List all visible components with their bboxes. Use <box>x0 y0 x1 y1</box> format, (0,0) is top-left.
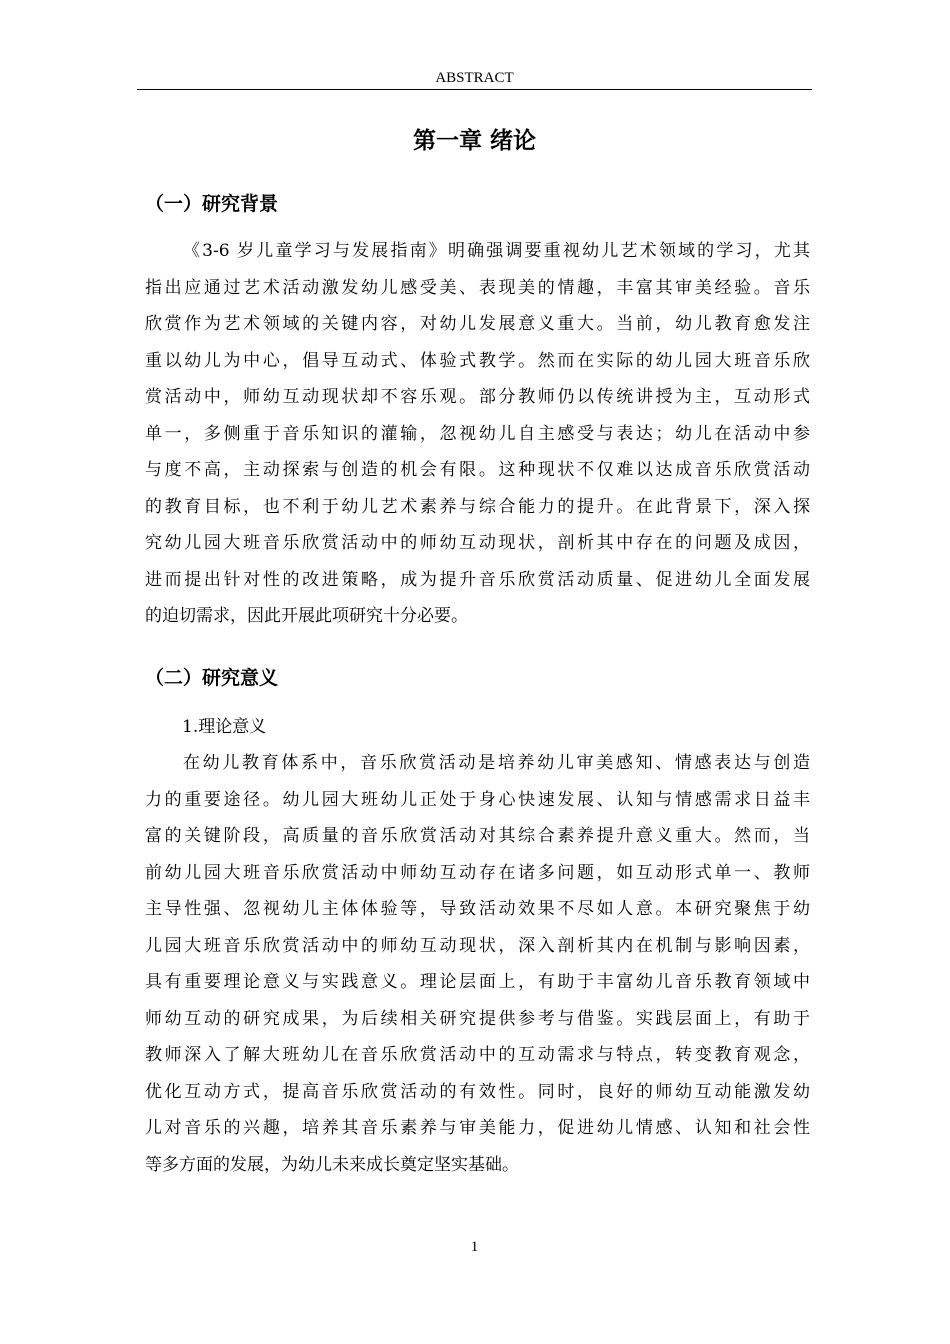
paragraph-line: 具有重要理论意义与实践意义。理论层面上，有助于丰富幼儿音乐教育领域中 <box>145 972 810 992</box>
paragraph-line: 重以幼儿为中心，倡导互动式、体验式教学。然而在实际的幼儿园大班音乐欣 <box>145 350 810 371</box>
running-header: ABSTRACT <box>435 70 514 86</box>
paragraph-significance <box>145 745 810 1183</box>
header-rule <box>137 89 812 90</box>
paragraph-line: 优化互动方式，提高音乐欣赏活动的有效性。同时，良好的师幼互动能激发幼 <box>145 1081 810 1102</box>
paragraph-line: 在幼儿教育体系中，音乐欣赏活动是培养幼儿审美感知、情感表达与创造 <box>183 753 810 773</box>
paragraph-line: 前幼儿园大班音乐欣赏活动中师幼互动存在诸多问题，如互动形式单一、教师 <box>145 862 810 883</box>
paragraph-line: 儿对音乐的兴趣，培养其音乐素养与审美能力，促进幼儿情感、认知和社会性 <box>145 1118 810 1138</box>
paragraph-line: 等多方面的发展，为幼儿未来成长奠定坚实基础。 <box>145 1154 519 1175</box>
paragraph-line: 指出应通过艺术活动激发幼儿感受美、表现美的情趣，丰富其审美经验。音乐 <box>145 277 810 298</box>
paragraph-line: 欣赏作为艺术领域的关键内容，对幼儿发展意义重大。当前，幼儿教育愈发注 <box>145 314 810 334</box>
paragraph-line: 赏活动中，师幼互动现状却不容乐观。部分教师仍以传统讲授为主，互动形式 <box>145 387 810 407</box>
paragraph-line: 教师深入了解大班幼儿在音乐欣赏活动中的互动需求与特点，转变教育观念， <box>145 1045 810 1065</box>
page-number: 1 <box>470 1239 479 1255</box>
paragraph-line: 力的重要途径。幼儿园大班幼儿正处于身心快速发展、认知与情感需求日益丰 <box>145 789 810 810</box>
chapter-title: 第一章 绪论 <box>412 128 536 154</box>
paragraph-line: 主导性强、忽视幼儿主体体验等，导致活动效果不尽如人意。本研究聚焦于幼 <box>145 899 810 919</box>
paragraph-line: 究幼儿园大班音乐欣赏活动中的师幼互动现状，剖析其中存在的问题及成因， <box>145 533 810 553</box>
paragraph-line: 的迫切需求，因此开展此项研究十分必要。 <box>145 606 468 626</box>
paragraph-line: 富的关键阶段，高质量的音乐欣赏活动对其综合素养提升意义重大。然而，当 <box>145 826 810 846</box>
paragraph-line: 的教育目标，也不利于幼儿艺术素养与综合能力的提升。在此背景下，深入探 <box>145 496 810 517</box>
paragraph-line: 进而提出针对性的改进策略，成为提升音乐欣赏活动质量、促进幼儿全面发展 <box>145 569 810 590</box>
paragraph-line: 与度不高，主动探索与创造的机会有限。这种现状不仅难以达成音乐欣赏活动 <box>145 460 810 480</box>
paragraph-background <box>145 233 810 635</box>
paragraph-line: 儿园大班音乐欣赏活动中的师幼互动现状，深入剖析其内在机制与影响因素， <box>145 935 810 956</box>
paragraph-line: 师幼互动的研究成果，为后续相关研究提供参考与借鉴。实践层面上，有助于 <box>145 1008 810 1029</box>
section-heading-significance: （二）研究意义 <box>145 667 279 689</box>
subheading-theoretical-significance: 1.理论意义 <box>182 717 267 737</box>
paragraph-line: 单一，多侧重于音乐知识的灌输，忽视幼儿自主感受与表达；幼儿在活动中参 <box>145 423 810 444</box>
paragraph-line: 《3-6 岁儿童学习与发展指南》明确强调要重视幼儿艺术领域的学习，尤其 <box>183 241 810 261</box>
section-heading-background: （一）研究背景 <box>145 193 279 215</box>
